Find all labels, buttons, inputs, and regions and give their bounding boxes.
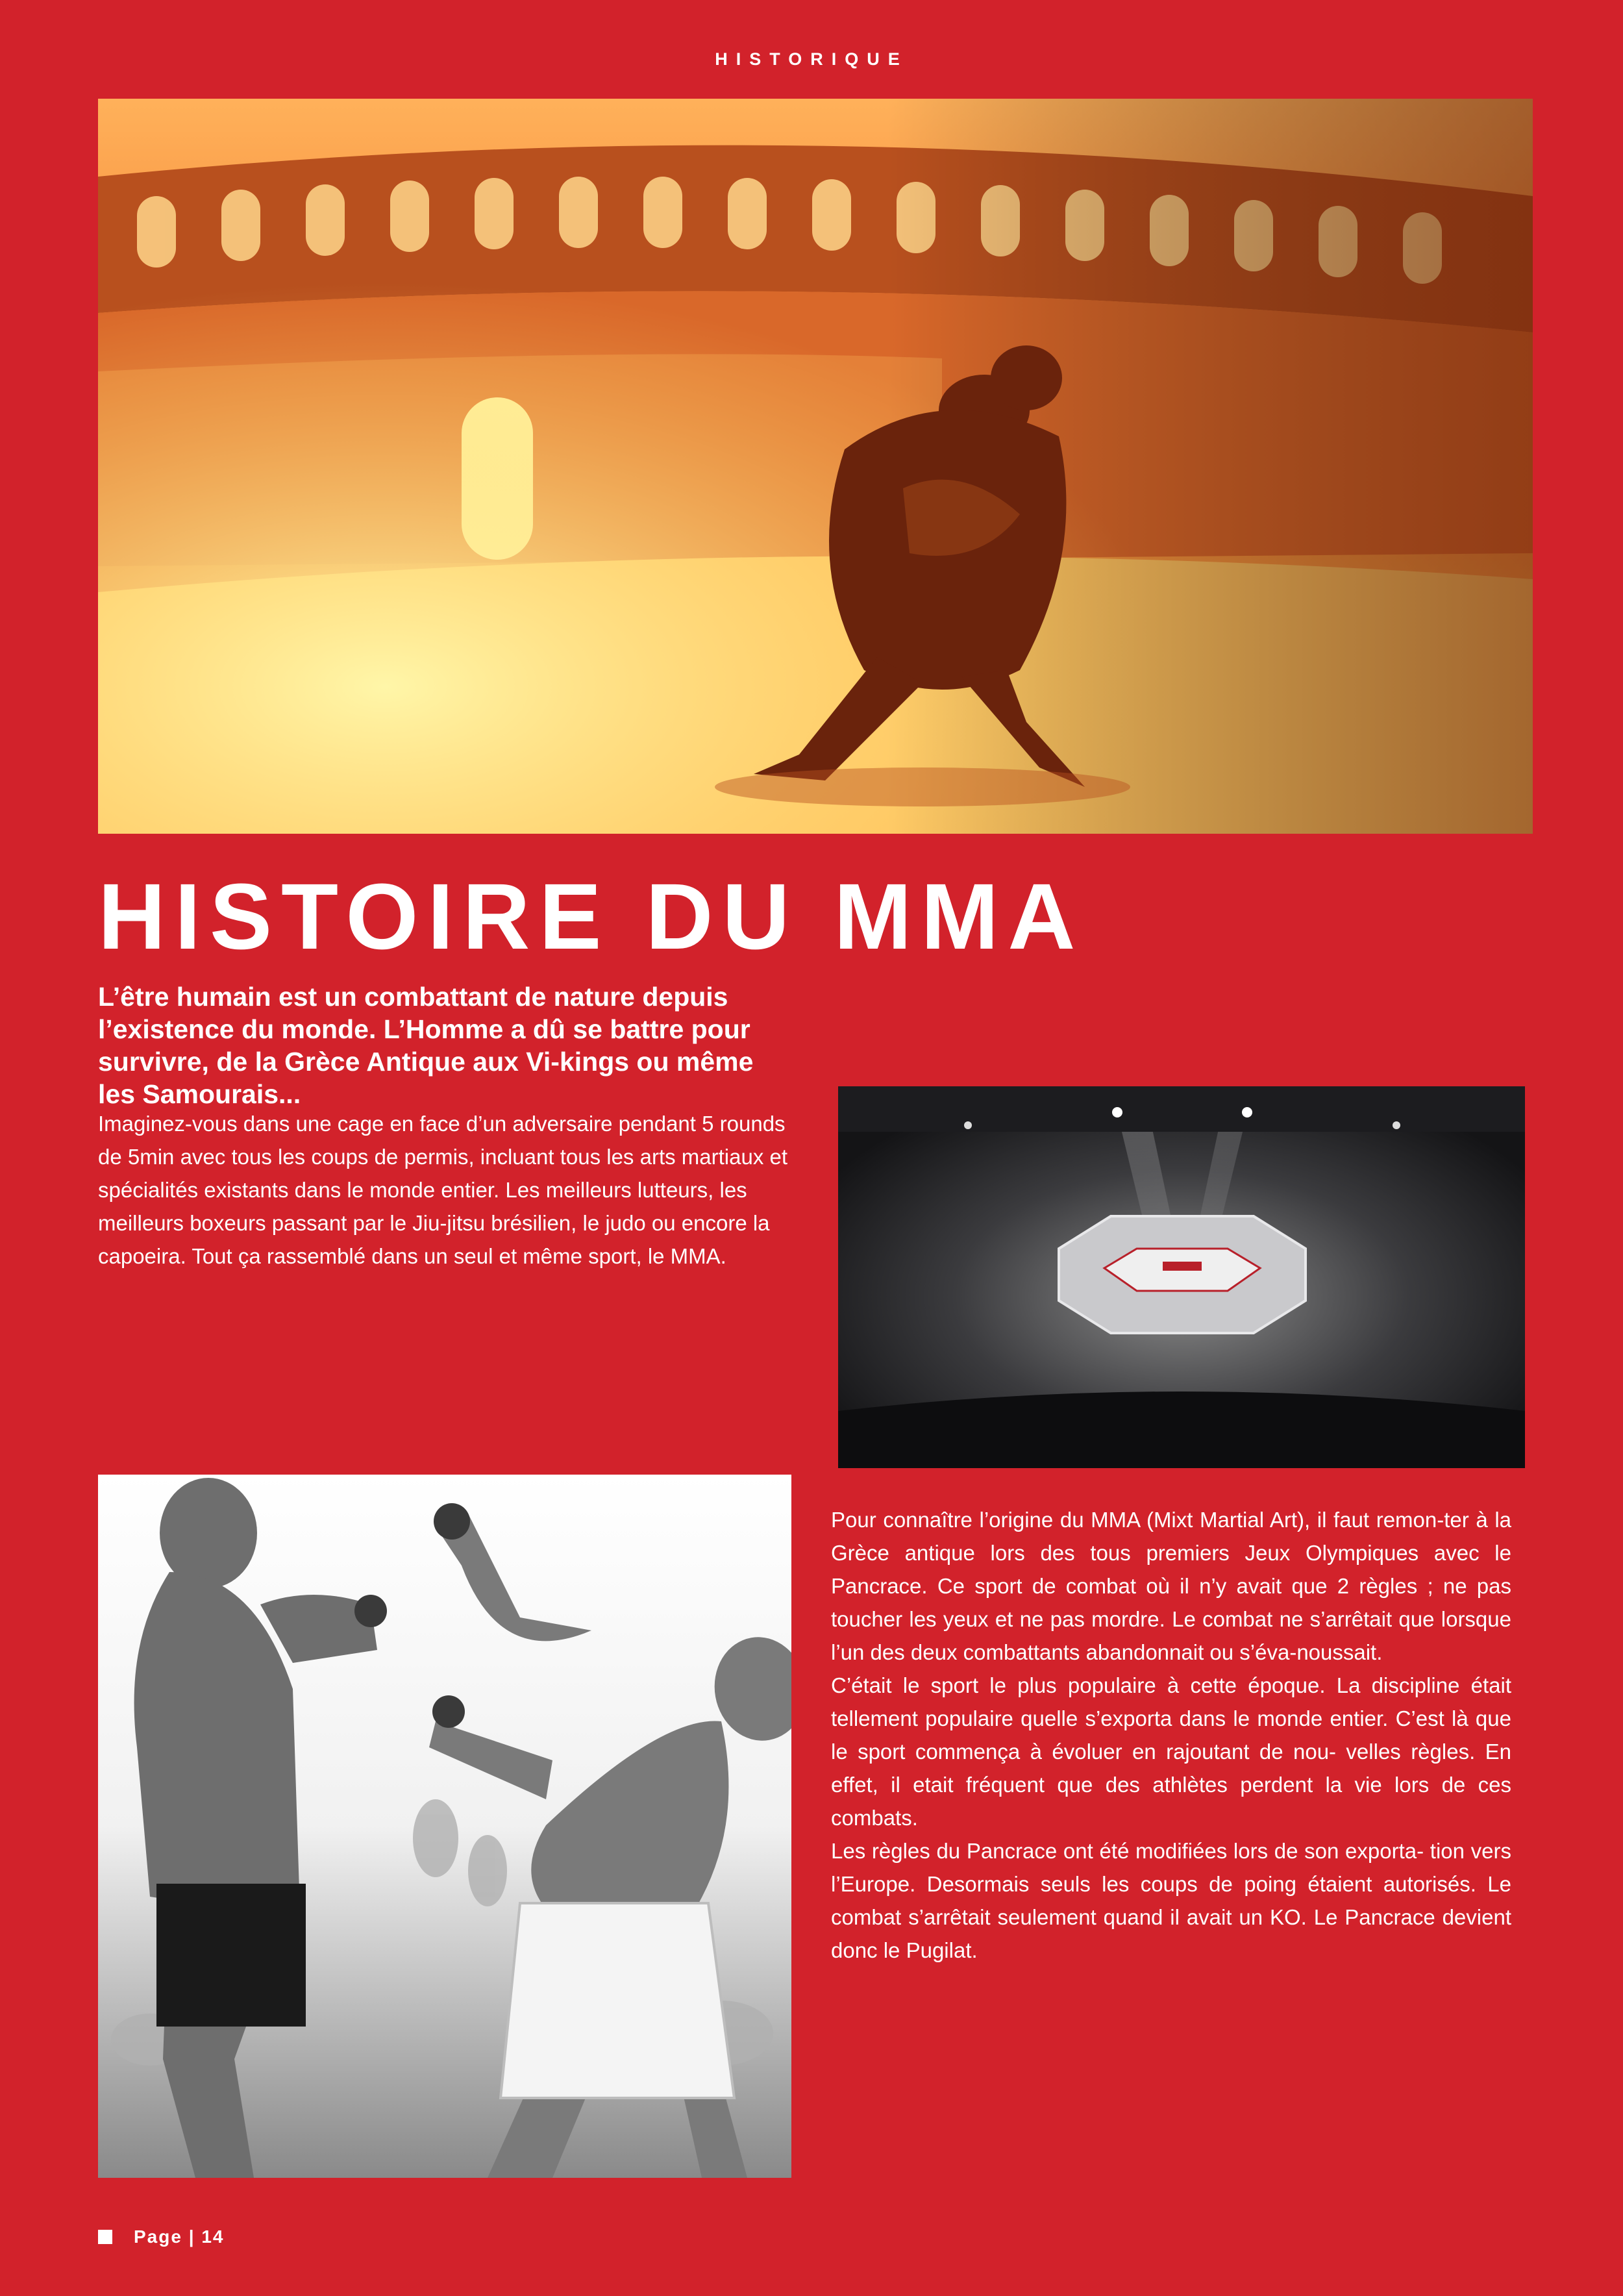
article-body-paragraph: Pour connaître l’origine du MMA (Mixt Martial Art), il faut remon-ter à la Grèce antique lors des tous premiers Jeux Olympiques avec le Pancrace. Ce sport de combat où il n’y avait que 2 règles ; ne pas toucher les yeux et ne pas mordre. Le combat ne s’arrêtait que lorsque l’un des deux combattants abandonnait ou s’éva-noussait. [831,1508,1511,1664]
article-title: HISTOIRE DU MMA [98,864,1085,969]
bw-boxers-image [98,1475,791,2178]
bw-boxers-photo [98,1475,791,2178]
article-body [831,1503,1511,1967]
article-intro: Imaginez-vous dans une cage en face d’un adversaire pendant 5 rounds de 5min avec tous les coups de permis, incluant tous les arts martiaux et spécialités existants dans le monde entier. Les meilleurs lutteurs, les meilleurs boxeurs passant par le Jiu-jitsu brésilien, le judo ou encore la capoeira. Tout ça rassemblé dans un seul et même sport, le MMA. [98,1112,788,1268]
octagon-arena-image [838,1086,1525,1468]
article-lead: L’être humain est un combattant de nature depuis l’existence du monde. L’Homme a dû se battre pour survivre, de la Grèce Antique aux Vi-kings ou même les Samourais... [98,982,754,1109]
article-body-paragraph: Les règles du Pancrace ont été modifiées lors de son exporta- tion vers l’Europe. Desormais seuls les coups de poing étaient autorisés. Le combat s’arrêtait seulement quand il avait un KO. Le Pancrace devient donc le Pugilat. [831,1839,1511,1962]
octagon-arena-photo [838,1086,1525,1468]
hero-illustration [98,99,1533,834]
section-label: HISTORIQUE [715,49,908,69]
page-number: Page | 14 [134,2227,225,2247]
article-body-paragraph: C’était le sport le plus populaire à cette époque. La discipline était tellement populaire quelle s’exporta dans le monde entier. C’est là que le sport commença à évoluer en rajoutant de nou- velles règles. En effet, il etait fréquent que des athlètes perdent la vie lors de ces combats. [831,1673,1511,1830]
colosseum-wrestlers-illustration [98,99,1533,834]
footer-square-icon [98,2230,112,2244]
